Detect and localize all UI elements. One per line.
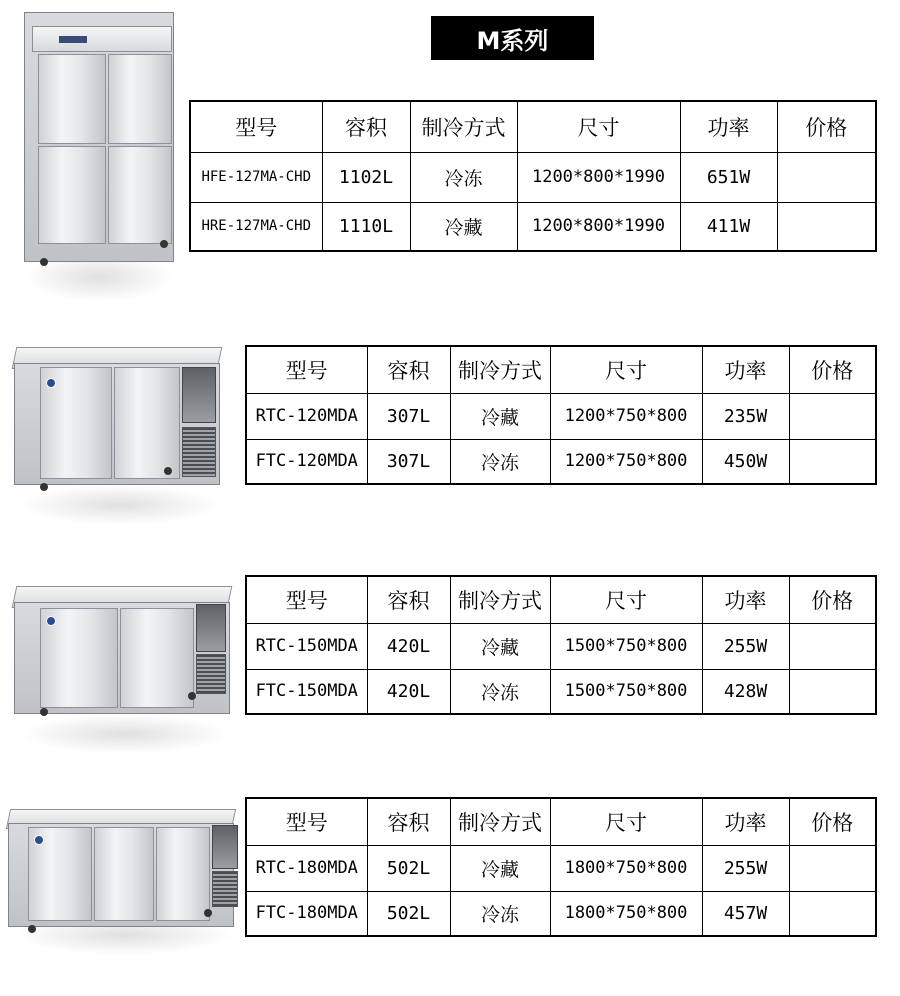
header-model: 型号 (246, 576, 367, 623)
header-price: 价格 (789, 576, 876, 623)
header-cooling-method: 制冷方式 (450, 798, 550, 845)
cell-capacity: 307L (367, 393, 450, 439)
header-price: 价格 (789, 798, 876, 845)
cell-dimensions: 1500*750*800 (550, 669, 702, 714)
header-cooling-method: 制冷方式 (450, 576, 550, 623)
cell-cooling-method: 冷冻 (450, 439, 550, 484)
cell-capacity: 1102L (322, 152, 410, 202)
cell-cooling-method: 冷藏 (450, 393, 550, 439)
cell-power: 457W (702, 891, 789, 936)
cell-cooling-method: 冷冻 (450, 891, 550, 936)
cell-dimensions: 1200*750*800 (550, 439, 702, 484)
table-header-row (190, 101, 876, 152)
cell-model: RTC-150MDA (246, 623, 367, 669)
table-row (246, 393, 876, 439)
table-row (190, 152, 876, 202)
page-title: M系列 (431, 16, 594, 60)
table-row (246, 669, 876, 714)
cell-cooling-method: 冷藏 (410, 202, 517, 251)
cell-dimensions: 1800*750*800 (550, 891, 702, 936)
cell-capacity: 420L (367, 669, 450, 714)
cell-cooling-method: 冷冻 (450, 669, 550, 714)
table-header-row (246, 346, 876, 393)
cell-price (777, 202, 876, 251)
header-power: 功率 (680, 101, 777, 152)
table-row (190, 202, 876, 251)
header-capacity: 容积 (367, 798, 450, 845)
spec-table-180 (245, 797, 877, 937)
cell-model: HFE-127MA-CHD (190, 152, 322, 202)
cell-price (789, 623, 876, 669)
spec-table-120 (245, 345, 877, 485)
cell-power: 255W (702, 623, 789, 669)
cell-capacity: 502L (367, 891, 450, 936)
header-dimensions: 尺寸 (550, 346, 702, 393)
cell-power: 255W (702, 845, 789, 891)
cell-model: RTC-180MDA (246, 845, 367, 891)
cell-capacity: 307L (367, 439, 450, 484)
cell-dimensions: 1200*800*1990 (517, 152, 680, 202)
header-price: 价格 (777, 101, 876, 152)
cell-price (789, 891, 876, 936)
table-header-row (246, 798, 876, 845)
cell-price (789, 845, 876, 891)
cell-price (789, 439, 876, 484)
table-header-row (246, 576, 876, 623)
cell-model: RTC-120MDA (246, 393, 367, 439)
spec-table-upright (189, 100, 877, 252)
spec-table-150 (245, 575, 877, 715)
cell-capacity: 420L (367, 623, 450, 669)
cell-cooling-method: 冷冻 (410, 152, 517, 202)
header-model: 型号 (190, 101, 322, 152)
header-capacity: 容积 (322, 101, 410, 152)
header-capacity: 容积 (367, 576, 450, 623)
cell-price (777, 152, 876, 202)
cell-cooling-method: 冷藏 (450, 845, 550, 891)
cell-power: 651W (680, 152, 777, 202)
cell-dimensions: 1200*750*800 (550, 393, 702, 439)
cell-model: FTC-150MDA (246, 669, 367, 714)
cell-power: 428W (702, 669, 789, 714)
cell-capacity: 1110L (322, 202, 410, 251)
header-cooling-method: 制冷方式 (450, 346, 550, 393)
header-power: 功率 (702, 576, 789, 623)
two-door-undercounter-refrigerator-icon (10, 345, 225, 525)
cell-dimensions: 1800*750*800 (550, 845, 702, 891)
header-dimensions: 尺寸 (550, 798, 702, 845)
header-power: 功率 (702, 798, 789, 845)
header-power: 功率 (702, 346, 789, 393)
cell-capacity: 502L (367, 845, 450, 891)
table-row (246, 439, 876, 484)
header-model: 型号 (246, 346, 367, 393)
upright-four-door-refrigerator-icon (14, 12, 179, 302)
table-row (246, 891, 876, 936)
three-door-undercounter-refrigerator-icon (4, 805, 239, 955)
cell-power: 411W (680, 202, 777, 251)
table-row (246, 845, 876, 891)
cell-price (789, 393, 876, 439)
header-cooling-method: 制冷方式 (410, 101, 517, 152)
table-row (246, 623, 876, 669)
cell-dimensions: 1200*800*1990 (517, 202, 680, 251)
header-capacity: 容积 (367, 346, 450, 393)
cell-model: FTC-120MDA (246, 439, 367, 484)
header-model: 型号 (246, 798, 367, 845)
cell-power: 235W (702, 393, 789, 439)
cell-price (789, 669, 876, 714)
cell-model: FTC-180MDA (246, 891, 367, 936)
header-dimensions: 尺寸 (550, 576, 702, 623)
header-dimensions: 尺寸 (517, 101, 680, 152)
cell-power: 450W (702, 439, 789, 484)
cell-dimensions: 1500*750*800 (550, 623, 702, 669)
cell-model: HRE-127MA-CHD (190, 202, 322, 251)
header-price: 价格 (789, 346, 876, 393)
two-door-undercounter-refrigerator-icon (10, 584, 235, 754)
cell-cooling-method: 冷藏 (450, 623, 550, 669)
